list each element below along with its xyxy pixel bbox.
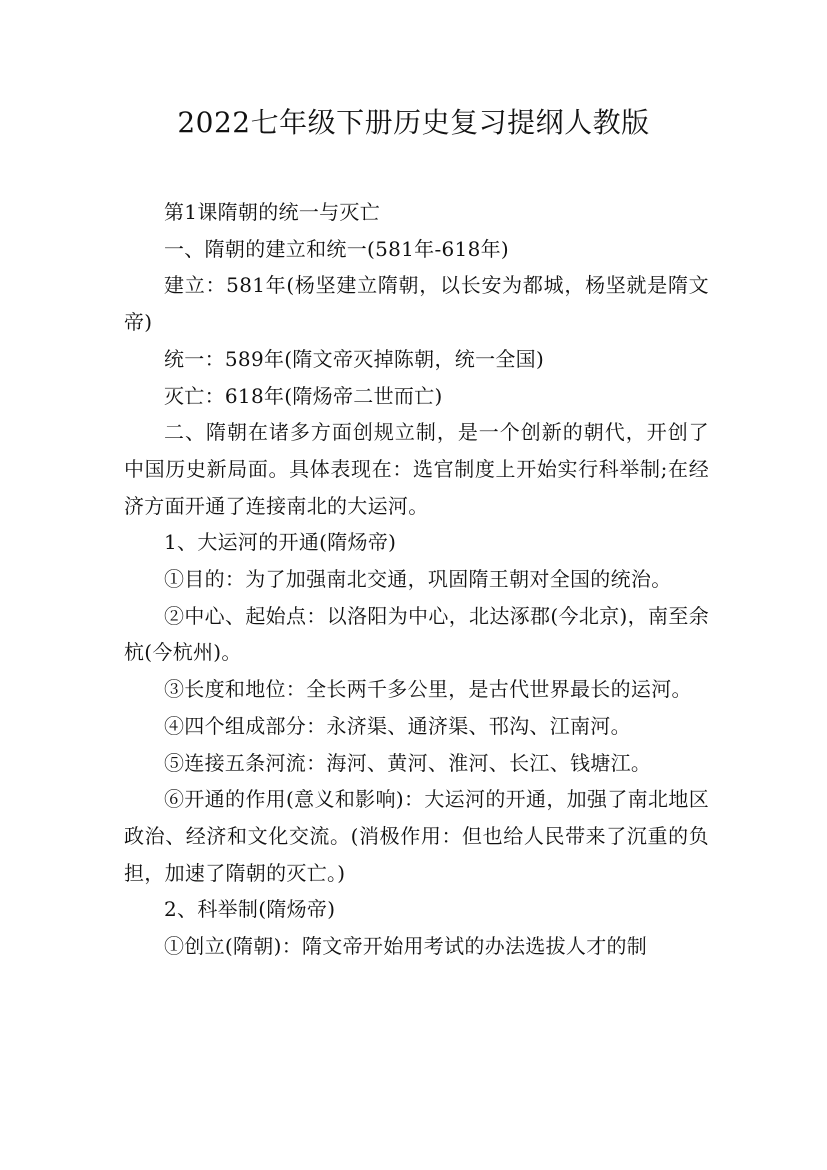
section-heading: 二、隋朝在诸多方面创规立制，是一个创新的朝代，开创了中国历史新局面。具体表现在：选官制度上开始实行科举制;在经济方面开通了连接南北的大运河。 [124, 420, 709, 518]
list-item: ③长度和地位：全长两千多公里，是古代世界最长的运河。 [164, 677, 692, 702]
paragraph: 灭亡：618年(隋炀帝二世而亡) [164, 383, 443, 408]
section-heading: 一、隋朝的建立和统一(581年-618年) [164, 236, 510, 261]
lesson-heading: 第1课隋朝的统一与灭亡 [164, 200, 381, 224]
list-item: ⑤连接五条河流：海河、黄河、淮河、长江、钱塘江。 [164, 750, 652, 775]
subsection-heading: 1、大运河的开通(隋炀帝) [164, 530, 397, 555]
document-body [124, 194, 709, 965]
list-item: ①创立(隋朝)：隋文帝开始用考试的办法选拔人才的制 [164, 934, 648, 959]
list-item: ②中心、起始点：以洛阳为中心，北达涿郡(今北京)，南至余杭(今杭州)。 [124, 603, 709, 665]
paragraph: 统一：589年(隋文帝灭掉陈朝，统一全国) [164, 346, 545, 371]
subsection-heading: 2、科举制(隋炀帝) [164, 897, 336, 922]
list-item: ⑥开通的作用(意义和影响)：大运河的开通，加强了南北地区政治、经济和文化交流。(消极作用：但也给人民带来了沉重的负担，加速了隋朝的灭亡。) [124, 787, 709, 885]
list-item: ①目的：为了加强南北交通，巩固隋王朝对全国的统治。 [164, 567, 672, 592]
document-title: 2022七年级下册历史复习提纲人教版 [177, 106, 650, 139]
list-item: ④四个组成部分：永济渠、通济渠、邗沟、江南河。 [164, 713, 631, 738]
paragraph: 建立：581年(杨坚建立隋朝，以长安为都城，杨坚就是隋文帝) [124, 273, 709, 335]
